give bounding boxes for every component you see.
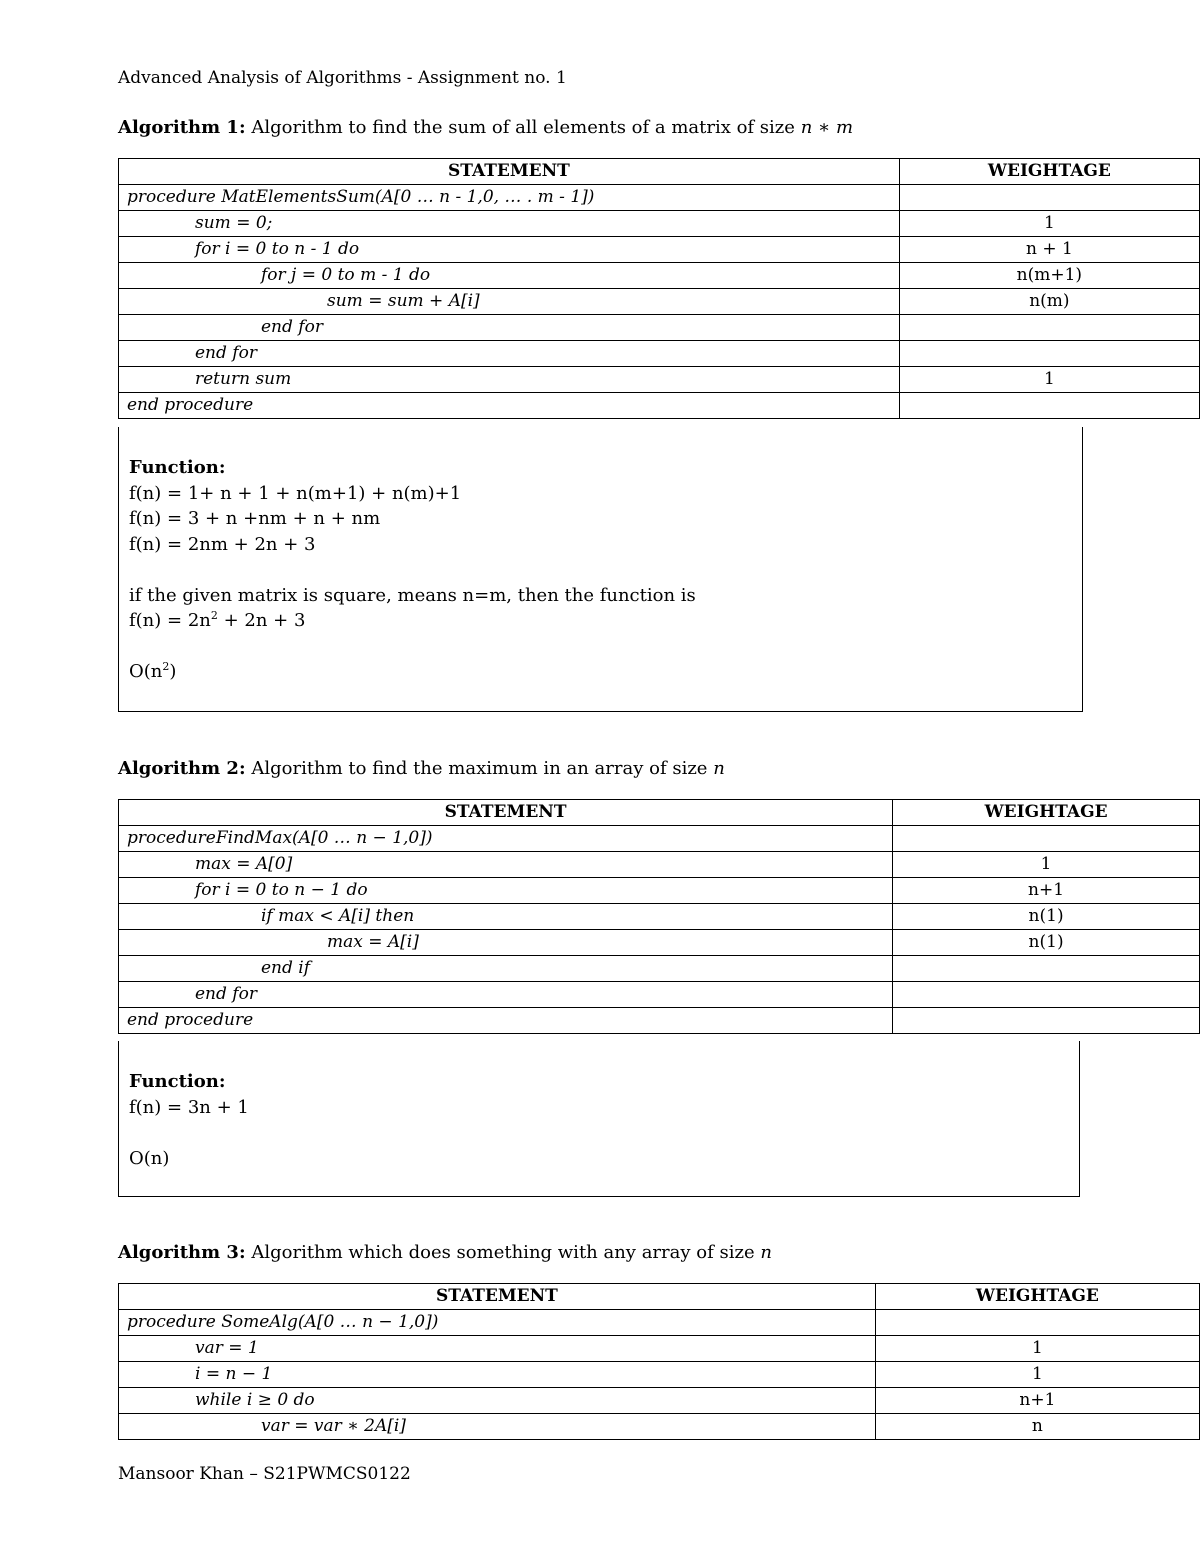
document-title: Advanced Analysis of Algorithms - Assignment no. 1 [118,68,567,88]
statement-cell: end procedure [119,393,900,419]
function-label: Function: [129,457,226,478]
statement-cell: var = 1 [119,1336,876,1362]
weightage-cell: 1 [899,211,1199,237]
function-line: $f(n) = 2n^2 + 2n + 3$ [129,609,306,631]
algorithm-2-label: Algorithm 2: [118,758,246,779]
table-row [119,956,1200,982]
algorithm-1-table [118,158,1200,419]
table-row [119,1388,1200,1414]
table-row [119,982,1200,1008]
table-row [119,185,1200,211]
weightage-cell: n [875,1414,1199,1440]
table-header-row [119,159,1200,185]
statement-header: STATEMENT [119,1284,876,1310]
table-row [119,263,1200,289]
weightage-cell [899,315,1199,341]
table-header-row [119,1284,1200,1310]
weightage-header: WEIGHTAGE [893,800,1200,826]
algorithm-1-function-box [118,427,1083,712]
statement-cell: return sum [119,367,900,393]
weightage-cell [893,1008,1200,1034]
function-line: f(n) = 3 + n +nm + n + nm [129,508,381,529]
algorithm-3-label: Algorithm 3: [118,1242,246,1263]
algorithm-1-heading [118,117,853,138]
weightage-header: WEIGHTAGE [875,1284,1199,1310]
statement-cell: i = n − 1 [119,1362,876,1388]
table-row [119,826,1200,852]
algorithm-2-table [118,799,1200,1034]
weightage-cell [899,393,1199,419]
table-row [119,1310,1200,1336]
statement-cell: for i = 0 to n - 1 do [119,237,900,263]
table-row [119,211,1200,237]
big-o-result: O(n) [129,1147,170,1169]
algorithm-2-function-box [118,1041,1080,1197]
algorithm-3-size: n [760,1242,772,1263]
weightage-header: WEIGHTAGE [899,159,1199,185]
table-row [119,1336,1200,1362]
weightage-cell: 1 [875,1362,1199,1388]
algorithm-3-heading [118,1242,772,1263]
big-o-result: $O(n^2)$ [129,660,177,682]
table-row [119,367,1200,393]
algorithm-3-table [118,1283,1200,1440]
weightage-cell: n(1) [893,930,1200,956]
algorithm-2-description: Algorithm to find the maximum in an array of size [251,758,708,779]
table-row [119,1362,1200,1388]
statement-cell: end for [119,982,893,1008]
table-row [119,904,1200,930]
weightage-cell: 1 [875,1336,1199,1362]
algorithm-2-heading [118,758,725,779]
table-row [119,1008,1200,1034]
statement-cell: var = var ∗ 2A[i] [119,1414,876,1440]
table-row [119,315,1200,341]
weightage-cell: 1 [893,852,1200,878]
weightage-cell [899,341,1199,367]
weightage-cell: n+1 [893,878,1200,904]
statement-header: STATEMENT [119,800,893,826]
statement-cell: end for [119,341,900,367]
table-row [119,878,1200,904]
statement-cell: while i ≥ 0 do [119,1388,876,1414]
statement-cell: procedure MatElementsSum(A[0 … n - 1,0, … . m - 1]) [119,185,900,211]
algorithm-2-size: n [713,758,725,779]
weightage-cell: 1 [899,367,1199,393]
statement-cell: procedure SomeAlg(A[0 … n − 1,0]) [119,1310,876,1336]
table-row [119,237,1200,263]
square-matrix-note: if the given matrix is square, means n=m, then the function is [129,584,696,606]
statement-cell: sum = sum + A[i] [119,289,900,315]
statement-header: STATEMENT [119,159,900,185]
statement-cell: sum = 0; [119,211,900,237]
statement-cell: end procedure [119,1008,893,1034]
weightage-cell: n+1 [875,1388,1199,1414]
table-row [119,289,1200,315]
table-row [119,1414,1200,1440]
statement-cell: max = A[i] [119,930,893,956]
statement-cell: if max < A[i] then [119,904,893,930]
table-row [119,393,1200,419]
statement-cell: procedureFindMax(A[0 … n − 1,0]) [119,826,893,852]
algorithm-1-label: Algorithm 1: [118,117,246,138]
weightage-cell [893,826,1200,852]
table-row [119,852,1200,878]
function-line: f(n) = 2nm + 2n + 3 [129,533,316,555]
table-row [119,341,1200,367]
weightage-cell: n(1) [893,904,1200,930]
function-label: Function: [129,1071,226,1092]
table-row [119,930,1200,956]
statement-cell: for i = 0 to n − 1 do [119,878,893,904]
weightage-cell [875,1310,1199,1336]
table-header-row [119,800,1200,826]
statement-cell: end for [119,315,900,341]
algorithm-3-description: Algorithm which does something with any array of size [251,1242,755,1263]
weightage-cell [893,982,1200,1008]
algorithm-1-size: n ∗ m [800,117,854,138]
function-line: f(n) = 1+ n + 1 + n(m+1) + n(m)+1 [129,482,462,504]
weightage-cell: n + 1 [899,237,1199,263]
statement-cell: max = A[0] [119,852,893,878]
statement-cell: for j = 0 to m - 1 do [119,263,900,289]
weightage-cell: n(m) [899,289,1199,315]
weightage-cell [893,956,1200,982]
weightage-cell: n(m+1) [899,263,1199,289]
algorithm-1-description: Algorithm to find the sum of all elements of a matrix of size [251,117,795,138]
function-line: f(n) = 3n + 1 [129,1096,249,1118]
statement-cell: end if [119,956,893,982]
author-footer: Mansoor Khan – S21PWMCS0122 [118,1464,411,1484]
weightage-cell [899,185,1199,211]
